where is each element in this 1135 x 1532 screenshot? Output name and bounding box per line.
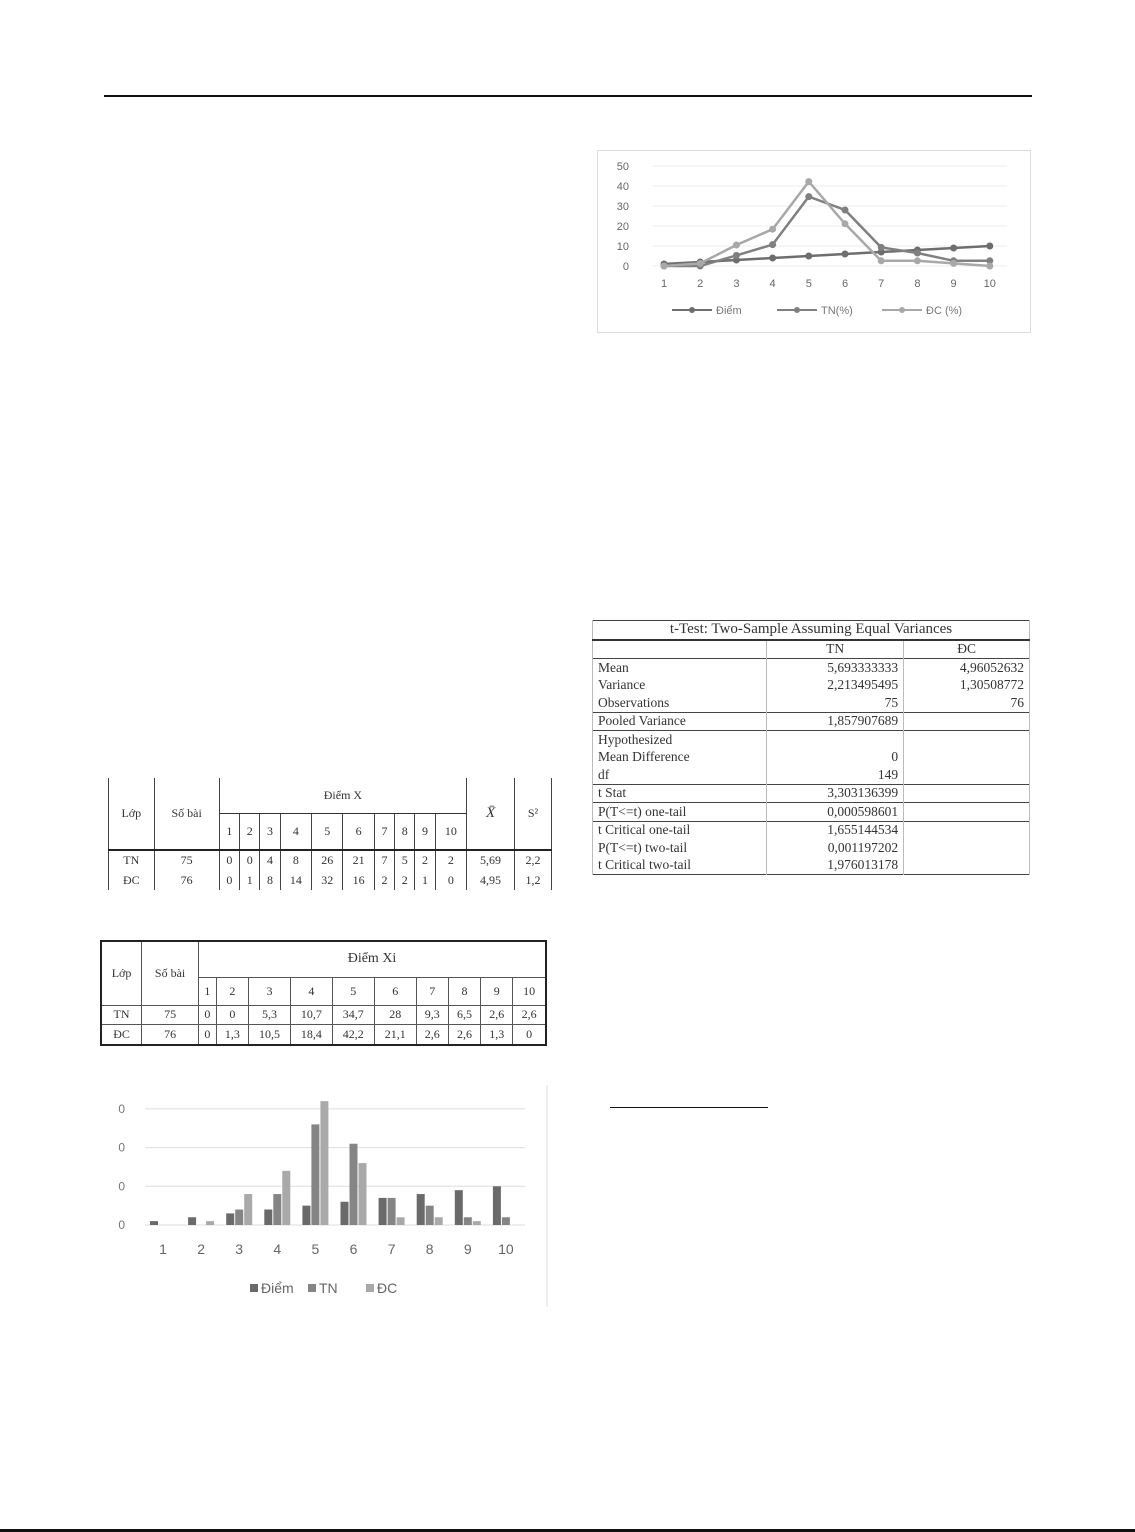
header-class: Lớp	[101, 941, 142, 1005]
col-tn: TN	[767, 640, 904, 659]
header-score: Điểm X	[219, 778, 466, 813]
value-cell: 0,000598601	[767, 803, 904, 822]
score-header: 7	[374, 813, 394, 849]
score-frequency-table	[108, 778, 552, 890]
value-cell: 3,303136399	[767, 784, 904, 803]
value-cell: 34,7	[332, 1005, 374, 1025]
label-cell: t Critical two-tail	[593, 857, 767, 875]
bar	[244, 1194, 252, 1225]
t-test-row	[593, 857, 1030, 875]
label-cell: Variance	[593, 677, 767, 695]
value-cell: 2,213495495	[767, 677, 904, 695]
header-variance: S²	[515, 778, 552, 850]
bar	[493, 1186, 501, 1225]
y-tick-label: 50	[616, 161, 629, 173]
score-header: 4	[280, 813, 311, 849]
x-tick-label: 4	[769, 278, 776, 290]
label-cell: P(T<=t) two-tail	[593, 839, 767, 857]
value-cell	[904, 839, 1030, 857]
t-test-row	[593, 839, 1030, 857]
data-point	[842, 207, 849, 214]
bar	[473, 1221, 481, 1225]
score-header: 6	[374, 977, 416, 1005]
data-point	[878, 244, 885, 251]
value-cell: 28	[374, 1005, 416, 1025]
table-row	[101, 1005, 546, 1025]
header-rule	[104, 95, 1032, 97]
t-test-title: t-Test: Two-Sample Assuming Equal Variances	[593, 621, 1030, 640]
t-test-row	[593, 694, 1030, 712]
value-cell: 42,2	[332, 1025, 374, 1045]
bar	[150, 1221, 158, 1225]
label-cell: Mean Difference	[593, 749, 767, 767]
value-cell	[904, 857, 1030, 875]
value-cell: 0	[435, 870, 466, 890]
value-cell: 8	[260, 870, 280, 890]
value-cell: 1,3	[216, 1025, 248, 1045]
y-tick-label: 30	[616, 201, 629, 213]
value-cell	[904, 731, 1030, 749]
label-cell: P(T<=t) one-tail	[593, 803, 767, 822]
score-header: 2	[216, 977, 248, 1005]
score-header: 10	[435, 813, 466, 849]
value-cell: 10,7	[290, 1005, 332, 1025]
value-cell	[904, 766, 1030, 784]
value-cell: 1	[240, 870, 260, 890]
legend-marker	[899, 307, 905, 313]
data-point	[769, 241, 776, 248]
value-cell: 4	[260, 850, 280, 871]
score-header: 8	[395, 813, 415, 849]
bar	[502, 1217, 510, 1225]
count-cell: 76	[154, 870, 219, 890]
line-chart	[597, 150, 1031, 333]
score-percent-table	[100, 940, 547, 1046]
bar	[417, 1194, 425, 1225]
value-cell	[904, 712, 1030, 731]
legend-label: TN	[319, 1280, 338, 1296]
bar	[264, 1210, 272, 1225]
x-tick-label: 9	[950, 278, 957, 290]
data-point	[805, 253, 812, 260]
data-point	[986, 263, 993, 270]
legend-label: ĐC	[377, 1280, 398, 1296]
x-tick-label: 1	[159, 1241, 167, 1257]
count-cell: 75	[154, 850, 219, 871]
score-header: 9	[481, 977, 513, 1005]
value-cell: 1,976013178	[767, 857, 904, 875]
data-point	[733, 242, 740, 249]
value-cell: 6,5	[448, 1005, 480, 1025]
legend-swatch	[308, 1284, 316, 1292]
bar	[350, 1144, 358, 1225]
bar	[273, 1194, 281, 1225]
legend-swatch	[366, 1284, 374, 1292]
score-header: 1	[219, 813, 239, 849]
header-score: Điểm Xi	[199, 941, 546, 977]
x-tick-label: 7	[387, 1241, 396, 1257]
y-tick-label: 0	[118, 1140, 125, 1155]
class-cell: TN	[101, 1005, 142, 1025]
x-tick-label: 10	[498, 1241, 514, 1257]
value-cell: 9,3	[416, 1005, 448, 1025]
value-cell: 0,001197202	[767, 839, 904, 857]
value-cell: 0	[767, 749, 904, 767]
score-header: 2	[240, 813, 260, 849]
value-cell: 2,6	[513, 1005, 546, 1025]
bar	[359, 1163, 367, 1225]
data-point	[769, 255, 776, 262]
label-cell: Observations	[593, 694, 767, 712]
label-cell: df	[593, 766, 767, 784]
score-header: 8	[448, 977, 480, 1005]
value-cell: 1,857907689	[767, 712, 904, 731]
bar	[426, 1206, 434, 1225]
data-point	[805, 178, 812, 185]
x-tick-label: 5	[311, 1241, 320, 1257]
header-class: Lớp	[109, 778, 155, 850]
label-cell: t Stat	[593, 784, 767, 803]
value-cell: 32	[312, 870, 343, 890]
value-cell: 0	[216, 1005, 248, 1025]
value-cell: 5,693333333	[767, 659, 904, 677]
data-point	[878, 257, 885, 264]
t-test-row	[593, 803, 1030, 822]
mean-cell: 4,95	[467, 870, 515, 890]
count-cell: 76	[142, 1025, 199, 1045]
value-cell: 10,5	[249, 1025, 291, 1045]
data-point	[769, 226, 776, 233]
data-point	[733, 252, 740, 259]
table-row	[101, 1025, 546, 1045]
t-test-row	[593, 821, 1030, 839]
value-cell: 21,1	[374, 1025, 416, 1045]
value-cell: 18,4	[290, 1025, 332, 1045]
x-tick-label: 3	[733, 278, 740, 290]
data-point	[661, 263, 668, 270]
data-point	[914, 257, 921, 264]
value-cell: 14	[280, 870, 311, 890]
y-tick-label: 0	[622, 261, 629, 273]
x-tick-label: 2	[197, 1241, 205, 1257]
mean-cell: 5,69	[467, 850, 515, 871]
bar	[435, 1217, 443, 1225]
value-cell	[904, 821, 1030, 839]
value-cell	[904, 784, 1030, 803]
t-test-table	[592, 620, 1030, 875]
footnote-separator	[610, 1107, 768, 1108]
bar	[397, 1217, 405, 1225]
data-point	[842, 251, 849, 258]
label-cell: t Critical one-tail	[593, 821, 767, 839]
x-tick-label: 6	[349, 1241, 358, 1257]
data-point	[914, 250, 921, 257]
t-test-row	[593, 677, 1030, 695]
value-cell: 1,655144534	[767, 821, 904, 839]
value-cell: 4,96052632	[904, 659, 1030, 677]
bar	[235, 1210, 243, 1225]
variance-cell: 1,2	[515, 870, 552, 890]
count-cell: 75	[142, 1005, 199, 1025]
label-cell: Mean	[593, 659, 767, 677]
value-cell: 2	[374, 870, 394, 890]
x-tick-label: 10	[983, 278, 996, 290]
bar	[226, 1213, 234, 1225]
value-cell: 5	[395, 850, 415, 871]
bar	[388, 1198, 396, 1225]
bar	[379, 1198, 387, 1225]
legend-label: ĐC (%)	[926, 305, 963, 317]
x-tick-label: 8	[914, 278, 921, 290]
bar	[455, 1190, 463, 1225]
score-header: 10	[513, 977, 546, 1005]
chart-frame	[598, 151, 1031, 333]
t-test-row	[593, 784, 1030, 803]
value-cell: 0	[513, 1025, 546, 1045]
legend-label: Điểm	[261, 1280, 294, 1296]
score-header: 9	[415, 813, 435, 849]
legend-label: Điểm	[716, 305, 742, 317]
t-test-row	[593, 749, 1030, 767]
value-cell: 0	[199, 1005, 217, 1025]
value-cell: 2	[395, 870, 415, 890]
value-cell: 1,3	[481, 1025, 513, 1045]
y-tick-label: 0	[118, 1101, 125, 1116]
value-cell	[904, 803, 1030, 822]
table-row	[109, 850, 552, 871]
x-tick-label: 5	[805, 278, 812, 290]
x-tick-label: 1	[660, 278, 668, 290]
t-test-row	[593, 659, 1030, 677]
bar	[311, 1124, 319, 1225]
value-cell: 75	[767, 694, 904, 712]
x-tick-label: 6	[841, 278, 849, 290]
data-point	[986, 243, 993, 250]
value-cell: 8	[280, 850, 311, 871]
value-cell: 26	[312, 850, 343, 871]
t-test-row	[593, 731, 1030, 749]
value-cell: 0	[219, 870, 239, 890]
legend-marker	[689, 307, 695, 313]
value-cell: 2,6	[481, 1005, 513, 1025]
value-cell: 2,6	[416, 1025, 448, 1045]
value-cell: 16	[343, 870, 374, 890]
score-header: 5	[332, 977, 374, 1005]
score-header: 1	[199, 977, 217, 1005]
header-mean: X̄	[467, 778, 515, 850]
label-cell: Hypothesized	[593, 731, 767, 749]
value-cell: 5,3	[249, 1005, 291, 1025]
score-header: 6	[343, 813, 374, 849]
value-cell: 7	[374, 850, 394, 871]
class-cell: ĐC	[101, 1025, 142, 1045]
score-header: 4	[290, 977, 332, 1005]
bar	[302, 1206, 310, 1225]
score-header: 5	[312, 813, 343, 849]
y-tick-label: 0	[118, 1218, 125, 1232]
table-row	[109, 870, 552, 890]
data-point	[950, 260, 957, 267]
y-tick-label: 0	[118, 1179, 125, 1194]
legend-label: TN(%)	[821, 305, 853, 317]
value-cell: 149	[767, 766, 904, 784]
x-tick-label: 7	[878, 278, 885, 290]
legend-swatch	[250, 1284, 258, 1292]
t-test-row	[593, 712, 1030, 731]
value-cell: 21	[343, 850, 374, 871]
value-cell: 76	[904, 694, 1030, 712]
y-tick-label: 10	[616, 241, 629, 253]
value-cell: 0	[219, 850, 239, 871]
t-test-row	[593, 766, 1030, 784]
x-tick-label: 8	[425, 1241, 434, 1257]
value-cell	[767, 731, 904, 749]
data-point	[805, 193, 812, 200]
value-cell: 0	[240, 850, 260, 871]
bar	[282, 1171, 290, 1225]
score-header: 7	[416, 977, 448, 1005]
value-cell	[904, 749, 1030, 767]
score-header: 3	[260, 813, 280, 849]
value-cell: 2	[415, 850, 435, 871]
value-cell: 1	[415, 870, 435, 890]
y-tick-label: 40	[616, 181, 629, 193]
bar	[341, 1202, 349, 1225]
x-tick-label: 2	[697, 278, 704, 290]
value-cell: 2	[435, 850, 466, 871]
col-dc: ĐC	[904, 640, 1030, 659]
class-cell: ĐC	[109, 870, 155, 890]
x-tick-label: 3	[235, 1241, 244, 1257]
bar-chart	[100, 1085, 550, 1307]
value-cell: 2,6	[448, 1025, 480, 1045]
x-tick-label: 9	[463, 1241, 472, 1257]
score-header: 3	[249, 977, 291, 1005]
value-cell: 0	[199, 1025, 217, 1045]
data-point	[842, 220, 849, 227]
class-cell: TN	[109, 850, 155, 871]
bar	[206, 1221, 214, 1225]
header-count: Số bài	[142, 941, 199, 1005]
header-count: Số bài	[154, 778, 219, 850]
label-cell: Pooled Variance	[593, 712, 767, 731]
bar	[188, 1217, 196, 1225]
bar	[464, 1217, 472, 1225]
data-point	[950, 245, 957, 252]
value-cell: 1,30508772	[904, 677, 1030, 695]
bar	[320, 1101, 328, 1225]
variance-cell: 2,2	[515, 850, 552, 871]
legend-marker	[794, 307, 800, 313]
y-tick-label: 20	[616, 221, 629, 233]
x-tick-label: 4	[273, 1241, 282, 1257]
data-point	[697, 260, 704, 267]
